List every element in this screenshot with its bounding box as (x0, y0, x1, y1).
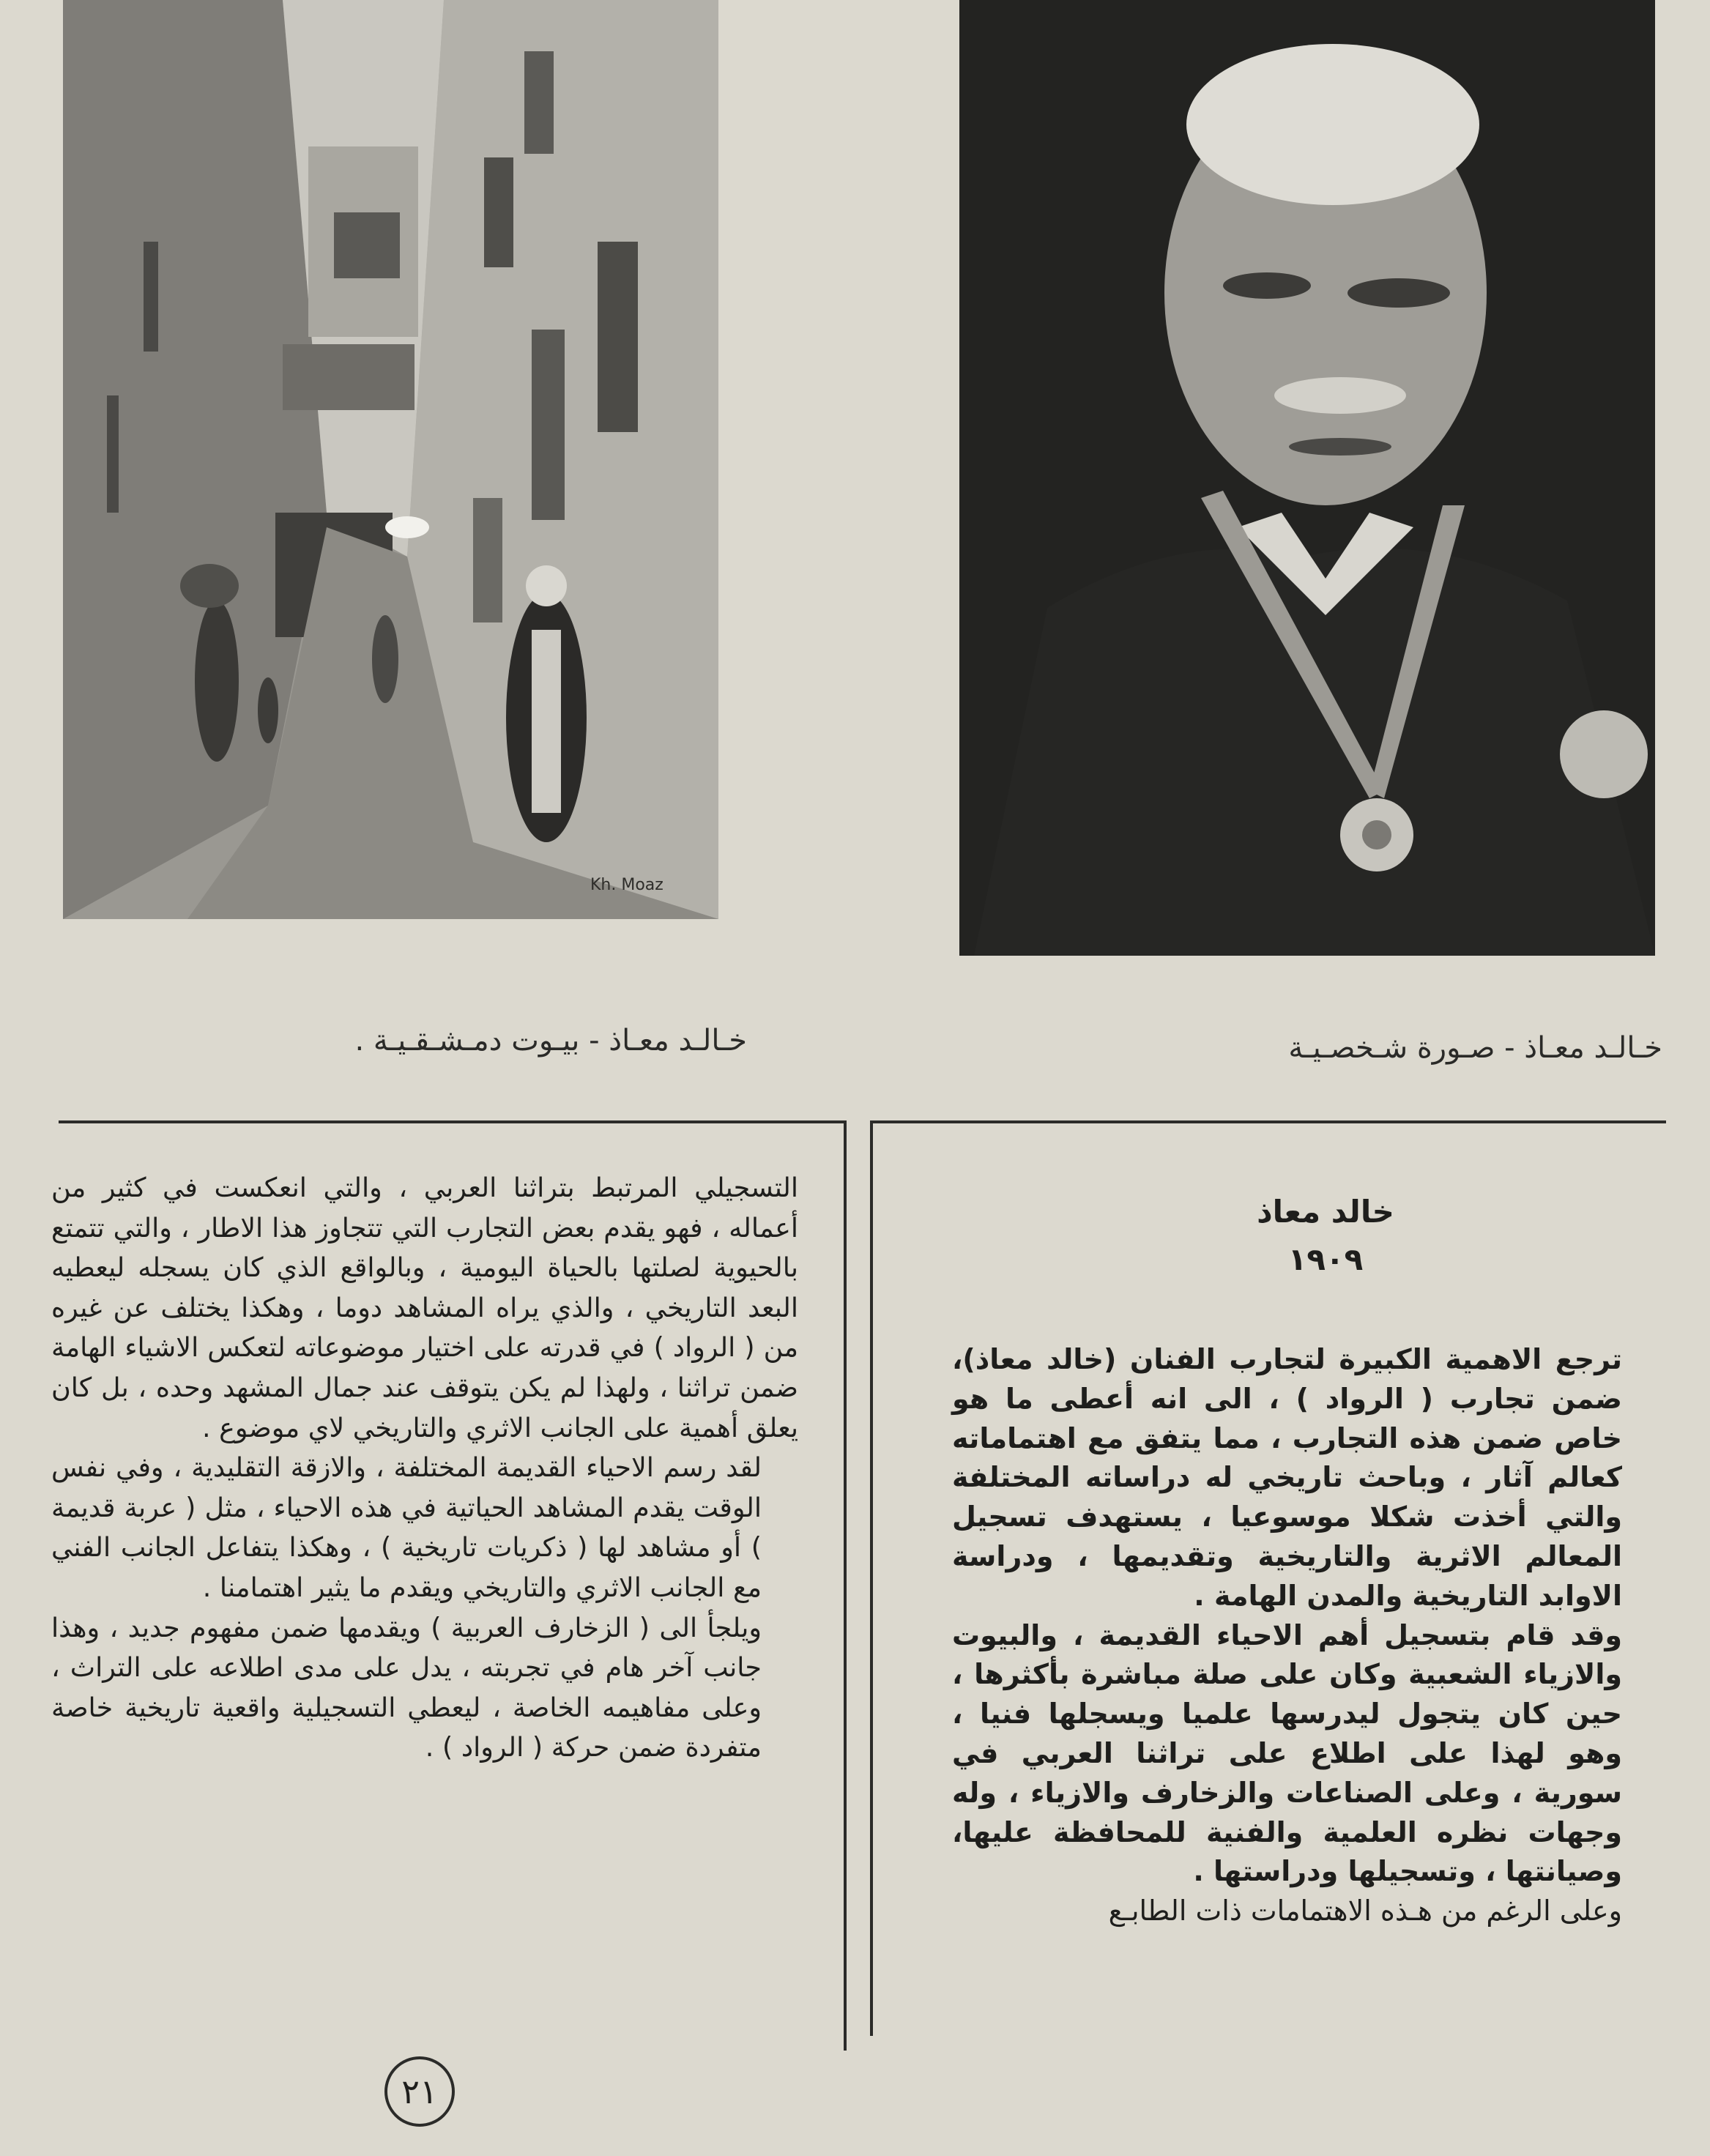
left-paragraph: التسجيلي المرتبط بتراثنا العربي ، والتي انعكست في كثير من أعماله ، فهو يقدم بعض التجارب التي تتجاوز هذا الاطار ، والتي تتمتع بالحيوية لصلتها بالحياة اليومية ، وبالواقع الذي كان يسجله ليعطيه البعد التاريخي ، والذي يراه المشاهد دوما ، وهكذا يختلف عن غيره من ( الرواد ) في قدرته على اختيار موضوعاته لتعكس الاشياء الهامة ضمن تراثنا ، ولهذا لم يكن يتوقف عند جمال المشهد وحده ، بل كان يعلق أهمية على الجانب الاثري والتاريخي لاي موضوع . (51, 1172, 798, 1443)
left-paragraph: لقد رسم الاحياء القديمة المختلفة ، والازقة التقليدية ، وفي نفس الوقت يقدم المشاهد الحياتية في هذه الاحياء ، مثل ( عربة قديمة ) أو مشاهد لها ( ذكريات تاريخية ) ، وهكذا يتفاعل الجانب الفني مع الجانب الاثري والتاريخي ويقدم ما يثير اهتمامنا . (51, 1451, 762, 1603)
right-text-column (952, 1340, 1659, 1931)
painting-signature: Kh. Moaz (590, 876, 663, 894)
right-paragraph: وقد قام بتسجيل أهم الاحياء القديمة ، والبيوت والازياء الشعبية وكان على صلة مباشرة بأكثرها ، حين كان يتجول ليدرسها علميا ويسجلها فنيا ، وهو لهذا على اطلاع على تراثنا العربي في سورية ، وعلى الصناعات والزخارف والازياء ، وله وجهات نظره العلمية والفنية للمحافظة عليها، وصيانتها ، وتسجيلها ودراستها . (952, 1618, 1622, 1888)
right-frame-top (871, 1120, 1666, 1123)
right-frame-side (870, 1120, 873, 2036)
left-frame-side (844, 1120, 847, 2051)
painting-caption: خـالـد معـاذ - بيـوت دمـشـقـيـة . (354, 1024, 747, 1057)
right-paragraph: ترجع الاهمية الكبيرة لتجارب الفنان (خالد معاذ)، ضمن تجارب ( الرواد ) ، الى انه أعطى ما هو خاص ضمن هذه التجارب ، مما يتفق مع اهتماماته كعالم آثار ، وباحث تاريخي له دراساته المختلفة والتي أخذت شكلا موسوعيا ، يستهدف تسجيل المعالم الاثرية والتاريخية وتقديمها ، ودراسة الاوابد التاريخية والمدن الهامة . (952, 1343, 1622, 1612)
left-paragraph: ويلجأ الى ( الزخارف العربية ) ويقدمها ضمن مفهوم جديد ، وهذا جانب آخر هام في تجربته ، يدل على مدى اطلاعه على التراث ، وعلى مفاهيمه الخاصة ، ليعطي التسجيلية واقعية تاريخية خاصة متفردة ضمن حركة ( الرواد ) . (51, 1611, 762, 1763)
portrait-caption: خـالـد معـاذ - صـورة شـخصـيـة (1288, 1031, 1662, 1065)
left-text-column (51, 1168, 798, 1768)
painting-damascene-houses (63, 0, 718, 919)
left-frame-top (59, 1120, 846, 1123)
portrait-photo (959, 0, 1655, 956)
artist-birth-year: ١٩٠٩ (1287, 1241, 1364, 1277)
right-paragraph: وعلى الرغم من هـذه الاهتمامات ذات الطابـع (1108, 1895, 1622, 1928)
page-number: ٢١ (384, 2056, 455, 2127)
artist-name-heading: خالد معاذ (1257, 1194, 1394, 1230)
